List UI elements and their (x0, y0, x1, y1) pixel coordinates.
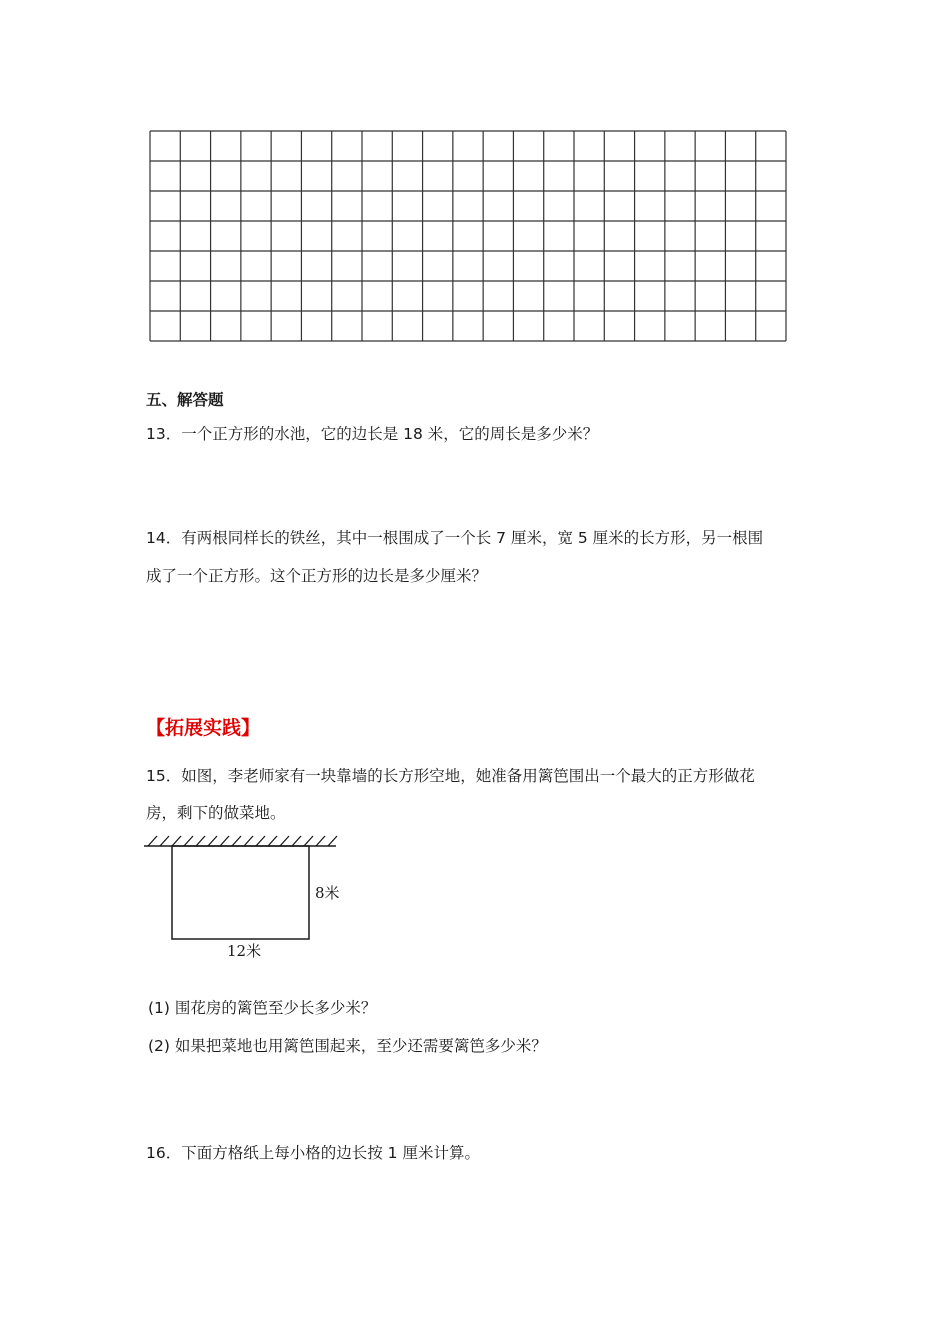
width-label: 12米 (227, 942, 262, 960)
wall-hatch-stroke (304, 836, 313, 846)
question-15-line-1: 15．如图，李老师家有一块靠墙的长方形空地，她准备用篱笆围出一个最大的正方形做花 (146, 767, 755, 785)
wall-hatch-stroke (232, 836, 241, 846)
question-15-sub-1: (1) 围花房的篱笆至少长多少米？ (148, 999, 377, 1017)
wall-hatch-stroke (268, 836, 277, 846)
wall-hatch-stroke (220, 836, 229, 846)
land-rectangle (172, 846, 309, 939)
question-16: 16．下面方格纸上每小格的边长按 1 厘米计算。 (146, 1144, 480, 1162)
wall-hatch-stroke (280, 836, 289, 846)
wall-hatch-stroke (160, 836, 169, 846)
expand-practice-heading: 【拓展实践】 (146, 717, 261, 739)
wall-hatch-stroke (292, 836, 301, 846)
grid-paper (148, 129, 788, 343)
wall-hatch-stroke (328, 836, 337, 846)
question-14-line-1: 14．有两根同样长的铁丝，其中一根围成了一个长 7 厘米，宽 5 厘米的长方形，另一根围 (146, 529, 764, 547)
height-label: 8米 (315, 884, 340, 902)
question-14-line-2: 成了一个正方形。这个正方形的边长是多少厘米？ (146, 567, 488, 585)
wall-hatch-stroke (148, 836, 157, 846)
wall-hatching (148, 836, 337, 846)
wall-hatch-stroke (208, 836, 217, 846)
question-15-sub-2: (2) 如果把菜地也用篱笆围起来，至少还需要篱笆多少米？ (148, 1037, 547, 1055)
wall-hatch-stroke (256, 836, 265, 846)
wall-hatch-stroke (196, 836, 205, 846)
question-13: 13．一个正方形的水池，它的边长是 18 米，它的周长是多少米？ (146, 425, 599, 443)
section-heading: 五、解答题 (146, 391, 224, 409)
wall-hatch-stroke (316, 836, 325, 846)
wall-hatch-stroke (172, 836, 181, 846)
wall-hatch-stroke (184, 836, 193, 846)
land-figure (140, 832, 360, 962)
wall-hatch-stroke (244, 836, 253, 846)
question-15-line-2: 房，剩下的做菜地。 (146, 804, 286, 822)
